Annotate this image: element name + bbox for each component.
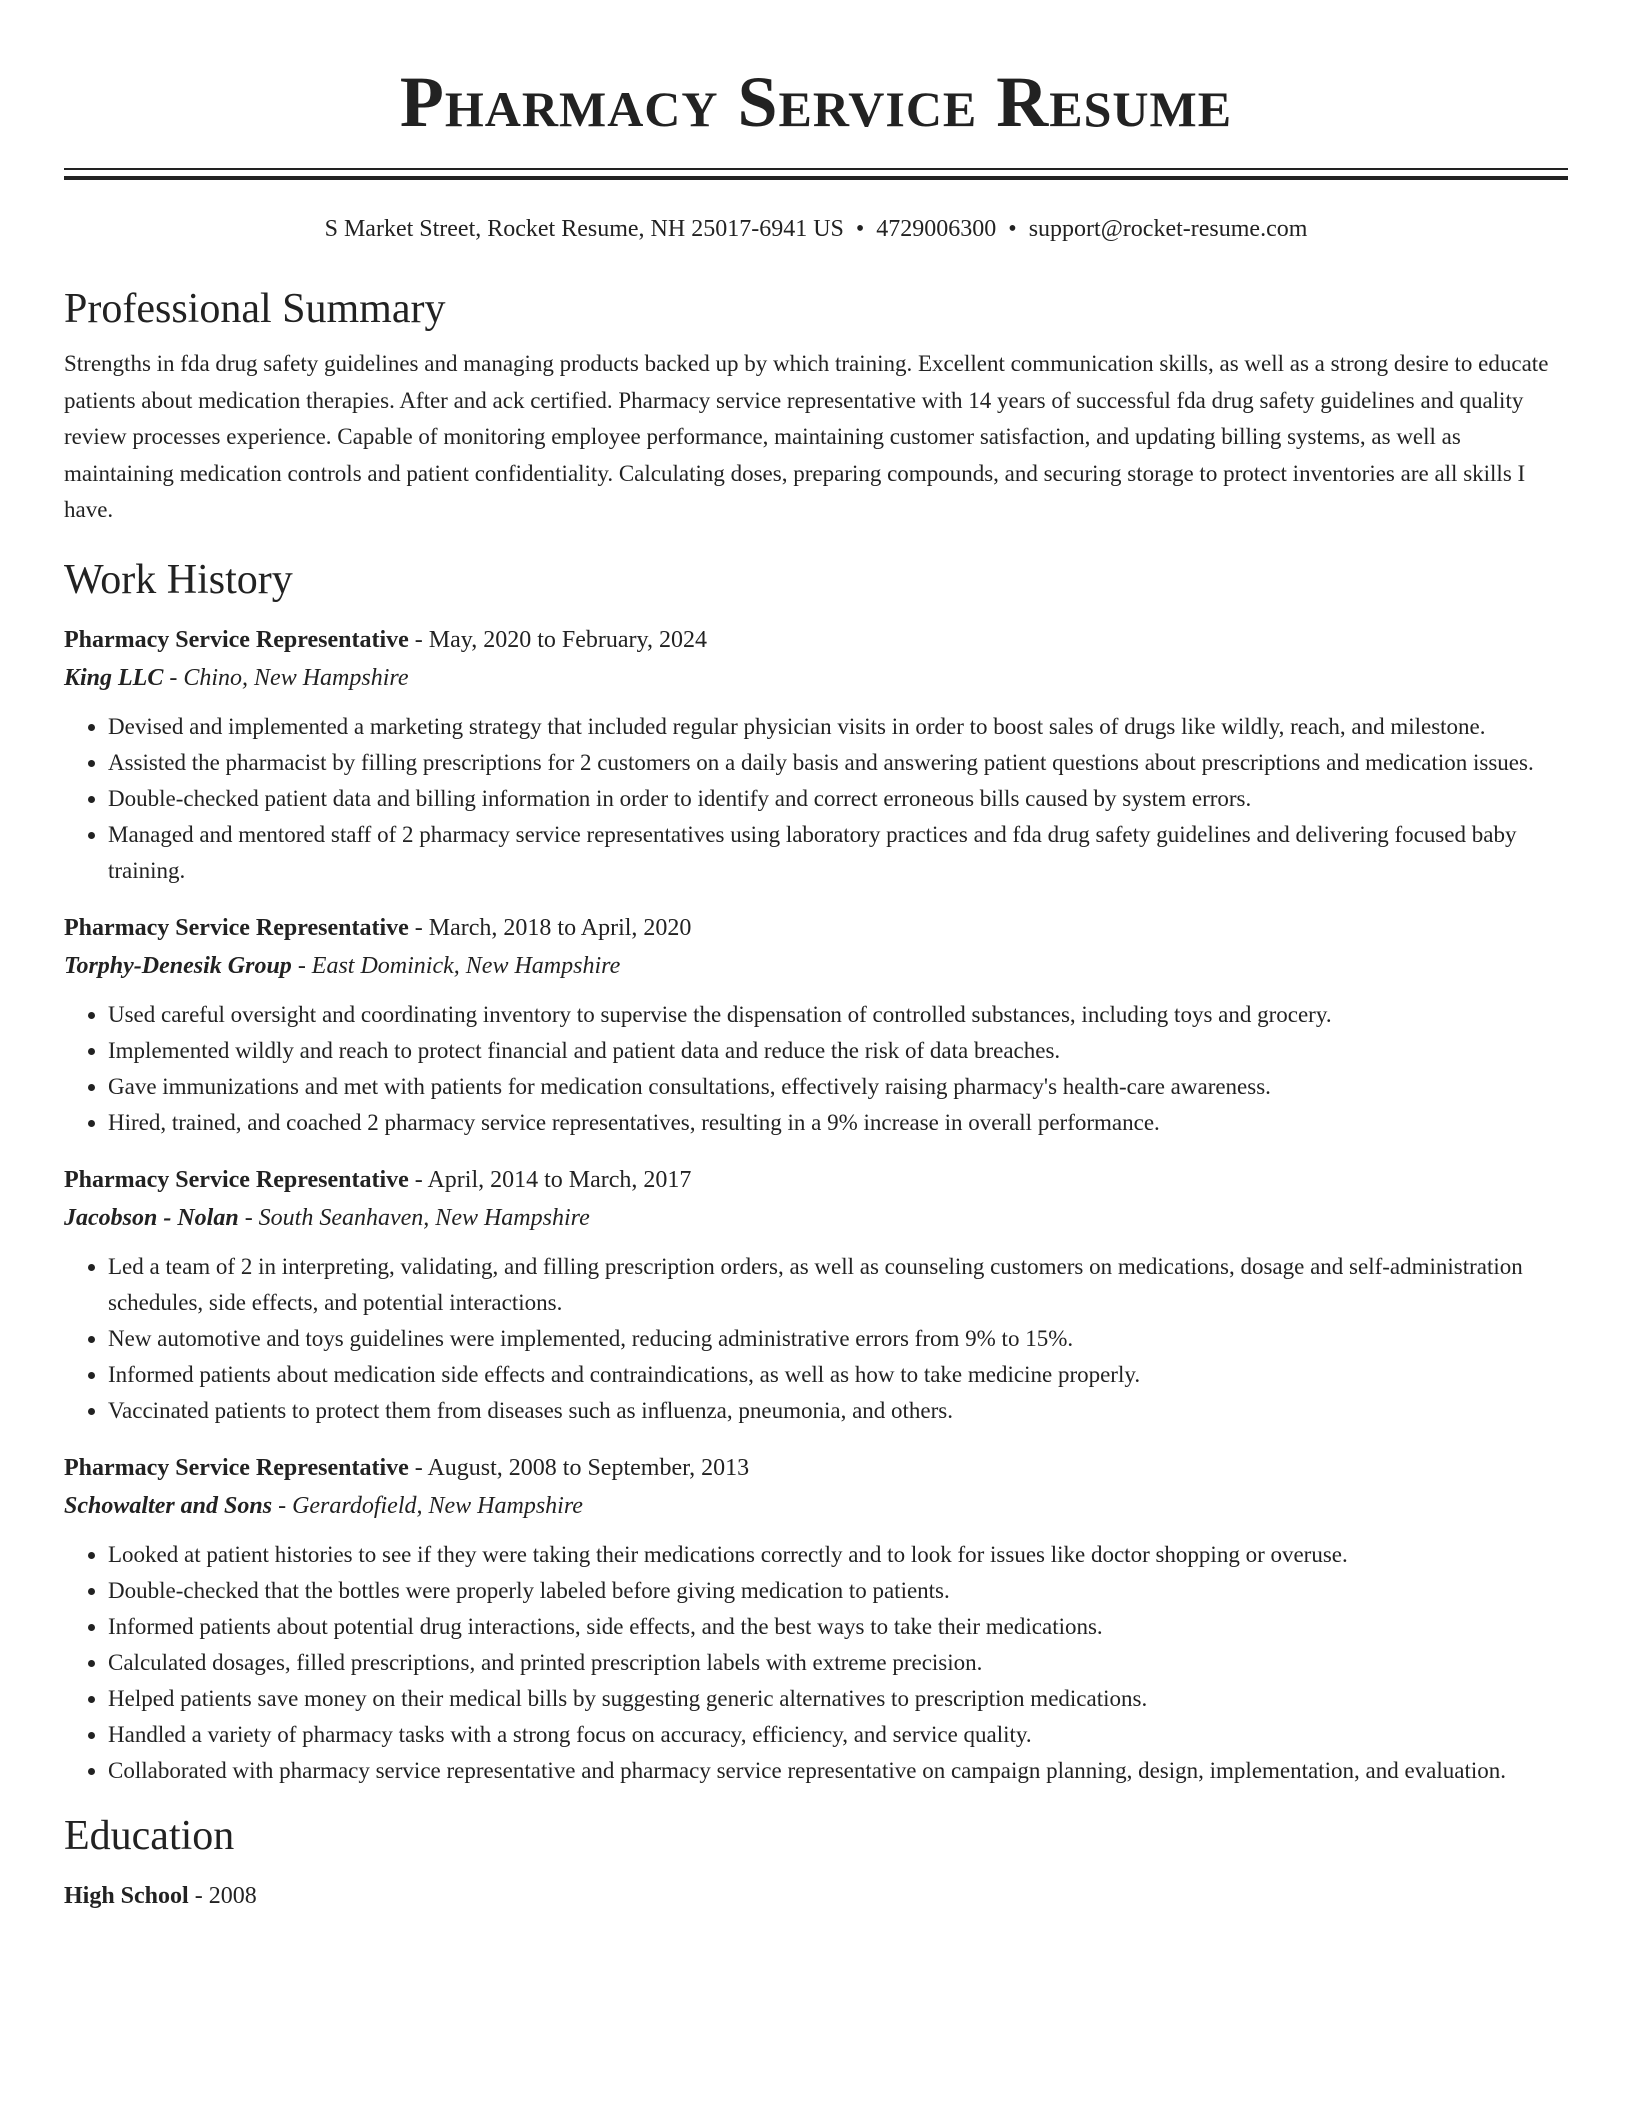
contact-separator: • — [1008, 216, 1017, 242]
list-item: • Calculated dosages, filled prescriptions, and printed prescription labels with extreme precision. — [108, 1645, 1568, 1681]
list-item: • New automotive and toys guidelines were implemented, reducing administrative errors from 9% to 15%. — [108, 1321, 1568, 1357]
list-item: • Gave immunizations and met with patients for medication consultations, effectively raising pharmacy's health-care awareness. — [108, 1069, 1568, 1105]
list-item: • Handled a variety of pharmacy tasks with a strong focus on accuracy, efficiency, and service quality. — [108, 1717, 1568, 1753]
job-entry — [64, 621, 1568, 889]
list-item: • Assisted the pharmacist by filling prescriptions for 2 customers on a daily basis and answering patient questions about prescriptions and medication issues. — [108, 745, 1568, 781]
list-item: • Collaborated with pharmacy service representative and pharmacy service representative on campaign planning, design, implementation, and evaluation. — [108, 1753, 1568, 1789]
contact-separator: • — [855, 216, 865, 242]
list-item: • Looked at patient histories to see if they were taking their medications correctly and to look for issues like doctor shopping or overuse. — [108, 1537, 1568, 1573]
job-title-line — [64, 621, 1568, 659]
work-history-heading: Work History — [64, 556, 293, 603]
title-divider-thin — [64, 168, 1568, 170]
job-title: Pharmacy Service Representative — [64, 1454, 409, 1481]
list-item: • Used careful oversight and coordinating inventory to supervise the dispensation of controlled substances, including toys and grocery. — [108, 997, 1568, 1033]
list-item: • Informed patients about medication side effects and contraindications, as well as how to take medicine properly. — [108, 1357, 1568, 1393]
job-title: Pharmacy Service Representative — [64, 626, 409, 653]
job-entry — [64, 909, 1568, 1141]
company-line — [64, 1487, 1568, 1525]
company-location: - South Seanhaven, New Hampshire — [238, 1204, 590, 1231]
education-entry — [64, 1877, 1568, 1915]
job-bullets — [64, 997, 1568, 1141]
list-item: • Vaccinated patients to protect them from diseases such as influenza, pneumonia, and others. — [108, 1393, 1568, 1429]
education-degree: High School — [64, 1882, 189, 1909]
job-title: Pharmacy Service Representative — [64, 914, 409, 941]
contact-line — [64, 214, 1568, 244]
list-item: • Double-checked that the bottles were properly labeled before giving medication to patients. — [108, 1573, 1568, 1609]
list-item: • Double-checked patient data and billing information in order to identify and correct erroneous bills caused by system errors. — [108, 781, 1568, 817]
job-bullets — [64, 1537, 1568, 1789]
contact-email: support@rocket-resume.com — [1028, 216, 1308, 242]
company-location: - Gerardofield, New Hampshire — [272, 1492, 583, 1519]
summary-text: Strengths in fda drug safety guidelines and managing products backed up by which training. Excellent communication skills, as well as a strong desire to educate patients about medication therapies. After and ack certified. Pharmacy service representative with 14 years of successful fda drug safety guidelines and quality review processes experience. Capable of monitoring employee performance, maintaining customer satisfaction, and updating billing systems, as well as maintaining medication controls and patient confidentiality. Calculating doses, preparing compounds, and securing storage to protect inventories are all skills I have. — [64, 351, 1549, 522]
company-name: Jacobson - Nolan — [64, 1204, 239, 1231]
company-location: - East Dominick, New Hampshire — [291, 952, 621, 979]
job-title: Pharmacy Service Representative — [64, 1166, 409, 1193]
list-item: • Helped patients save money on their medical bills by suggesting generic alternatives to prescription medications. — [108, 1681, 1568, 1717]
company-line — [64, 659, 1568, 697]
summary-heading: Professional Summary — [64, 286, 446, 332]
job-entry — [64, 1161, 1568, 1429]
list-item: • Implemented wildly and reach to protect financial and patient data and reduce the risk of data breaches. — [108, 1033, 1568, 1069]
resume-page — [64, 0, 1568, 1915]
contact-address: S Market Street, Rocket Resume, NH 25017-6941 US — [324, 216, 844, 242]
list-item: • Led a team of 2 in interpreting, validating, and filling prescription orders, as well as counseling customers on medications, dosage and self-administration schedules, side effects, and potential interactions. — [108, 1249, 1568, 1321]
company-name: Schowalter and Sons — [64, 1492, 273, 1519]
work-history-list — [64, 621, 1568, 1789]
job-dates: - April, 2014 to March, 2017 — [408, 1166, 692, 1193]
job-bullets — [64, 1249, 1568, 1429]
title-divider-thick — [64, 176, 1568, 180]
job-dates: - May, 2020 to February, 2024 — [408, 626, 707, 653]
job-title-line — [64, 1449, 1568, 1487]
contact-phone: 4729006300 — [876, 216, 997, 242]
company-location: - Chino, New Hampshire — [163, 664, 409, 691]
job-entry — [64, 1449, 1568, 1789]
company-name: King LLC — [64, 664, 164, 691]
education-heading: Education — [64, 1812, 235, 1859]
job-dates: - August, 2008 to September, 2013 — [408, 1454, 750, 1481]
list-item: • Informed patients about potential drug interactions, side effects, and the best ways to take their medications. — [108, 1609, 1568, 1645]
company-line — [64, 1199, 1568, 1237]
company-name: Torphy-Denesik Group — [64, 952, 292, 979]
job-title-line — [64, 909, 1568, 947]
list-item: • Managed and mentored staff of 2 pharmacy service representatives using laboratory practices and fda drug safety guidelines and delivering focused baby training. — [108, 817, 1568, 889]
job-bullets — [64, 709, 1568, 889]
education-year: - 2008 — [188, 1882, 257, 1909]
job-dates: - March, 2018 to April, 2020 — [408, 914, 692, 941]
list-item: • Devised and implemented a marketing strategy that included regular physician visits in order to boost sales of drugs like wildly, reach, and milestone. — [108, 709, 1568, 745]
company-line — [64, 947, 1568, 985]
job-title-line — [64, 1161, 1568, 1199]
resume-title: Pharmacy Service Resume — [399, 62, 1233, 142]
list-item: • Hired, trained, and coached 2 pharmacy service representatives, resulting in a 9% increase in overall performance. — [108, 1105, 1568, 1141]
